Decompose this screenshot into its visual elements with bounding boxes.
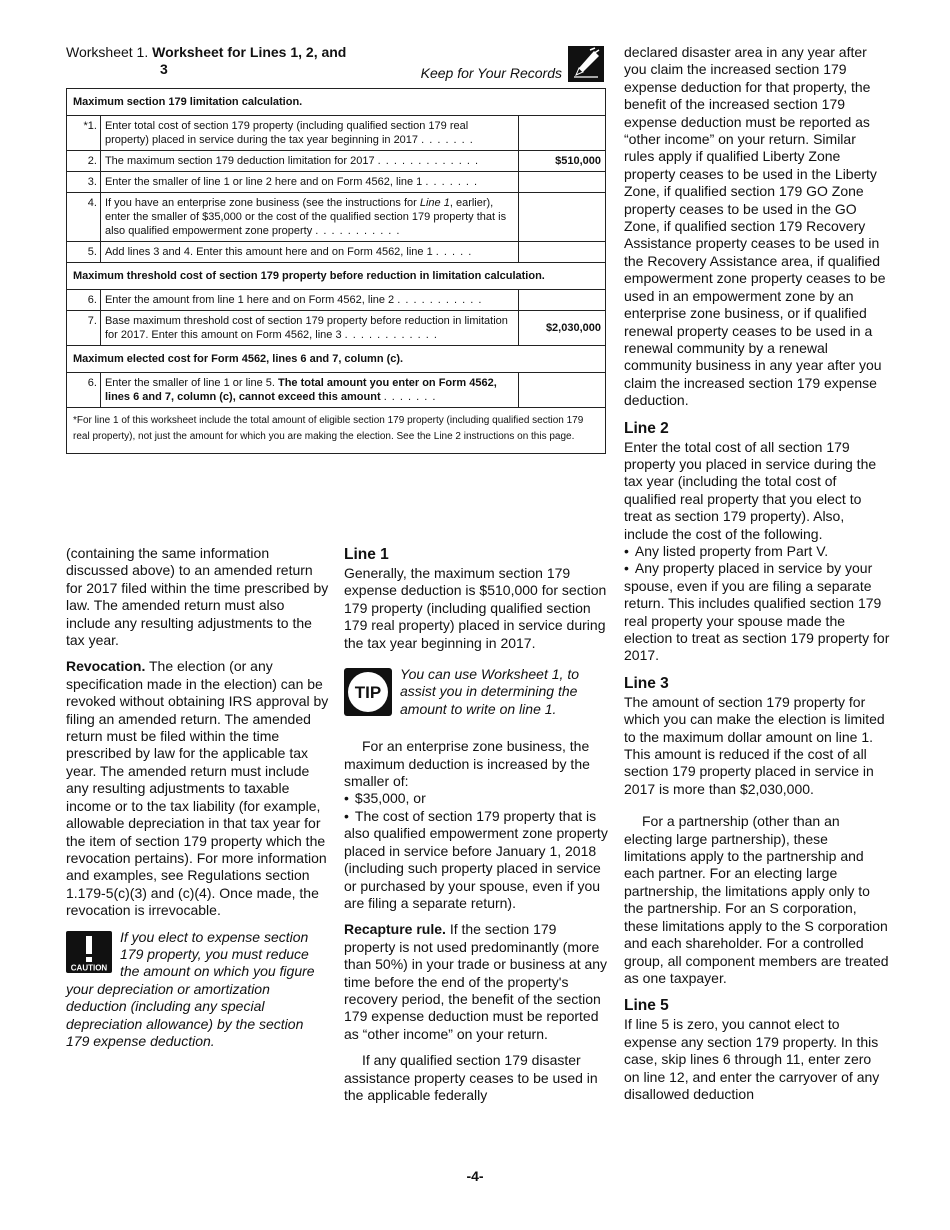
caution-icon xyxy=(66,931,112,973)
worksheet-row-8: 6. Enter the smaller of line 1 or line 5. The total amount you enter on Form 4562, lines 6 and 7, column (c), cannot exceed this amount . . . . . . . xyxy=(67,373,606,408)
heading-line-1: Line 1 xyxy=(344,546,389,563)
paragraph: The amount of section 179 property for which you can make the election is limited to the maximum dollar amount on line 1. This amount is reduced if the cost of all section 179 property placed in service in 2017 is more than $2,030,000. xyxy=(624,693,885,797)
amount-field xyxy=(519,116,606,151)
worksheet-row-1: *1. Enter total cost of section 179 property (including qualified section 179 real property) placed in service during the tax year beginning in 2017 . . . . . . . xyxy=(67,116,606,151)
paragraph: Revocation. The election (or any specification made in the election) can be revoked without obtaining IRS approval by filing an amended return. The amended return must be filed within the time prescribed by law for the applicable tax year. The amended return must include any resulting adjustments to taxable income or to the tax liability (for example, allowable depreciation in that tax year for the item of section 179 property which the revocation pertains). For more information and examples, see Regulations section 1.179-5(c)(3) and (c)(4). Once made, the revocation is irrevocable. xyxy=(66,658,329,919)
paragraph: Recapture rule. If the section 179 property is not used predominantly (more than 50%) in your trade or business at any time before the end of the property's recovery period, the benefit of the section 179 expense deduction must be reported as “other income” on your return. xyxy=(344,921,608,1042)
heading-line-5: Line 5 xyxy=(624,997,669,1015)
paragraph: Generally, the maximum section 179 expense deduction is $510,000 for section 179 property (including qualified section 179 real property) placed in service during the tax year beginning in 2017. xyxy=(344,565,607,651)
bullet-list xyxy=(624,543,890,665)
caution-text: If you elect to expense section 179 property, you must reduce the amount on which you figure your depreciation or amortization deduction (including any special depreciation allowance) by the section 179 expense deduction. xyxy=(66,928,315,1049)
column-left xyxy=(66,545,330,1050)
column-right xyxy=(624,44,890,1103)
amount-field xyxy=(519,172,606,193)
amount-field xyxy=(519,290,606,311)
pencil-icon xyxy=(568,46,604,82)
worksheet-row-7: 7. Base maximum threshold cost of section 179 property before reduction in limitation for 2017. Enter this amount on Form 4562, line 3 . . . . . . . . . . . . $2,030,000 xyxy=(67,311,606,346)
tip-label: TIP xyxy=(354,683,382,703)
amount-field: $2,030,000 xyxy=(519,311,606,346)
list-item: • Any listed property from Part V. xyxy=(624,543,890,560)
page-number: -4- xyxy=(466,1168,484,1184)
worksheet-row-3: 3. Enter the smaller of line 1 or line 2 here and on Form 4562, line 1 . . . . . . . xyxy=(67,172,606,193)
worksheet-section-header: Maximum elected cost for Form 4562, lines 6 and 7, column (c). xyxy=(67,346,606,373)
amount-field xyxy=(519,193,606,242)
worksheet-footnote: *For line 1 of this worksheet include the total amount of eligible section 179 property (including qualified section 179 real property), not just the amount for which you are making the election. See the Line 2 instructions on this page. xyxy=(67,408,606,454)
paragraph: For an enterprise zone business, the maximum deduction is increased by the smaller of: xyxy=(344,738,590,790)
worksheet-table xyxy=(66,88,606,454)
heading-line-3: Line 3 xyxy=(624,674,669,692)
amount-field xyxy=(519,373,606,408)
list-item: • Any property placed in service by your spouse, even if you are filing a separate return. This includes qualified section 179 real property your spouse made the election to treat as section 179 property for 2017. xyxy=(624,560,890,664)
paragraph: (containing the same information discussed above) to an amended return for 2017 filed within the time prescribed by law. The amended return must also include any resulting adjustments to the tax year. xyxy=(66,545,329,649)
keep-for-records: Keep for Your Records xyxy=(420,65,562,81)
list-item: • The cost of section 179 property that is also qualified empowerment zone property placed in service before January 1, 2018 (including such property placed in service or purchased by your spouse, even if you are filing a separate return). xyxy=(344,808,608,912)
worksheet-section-header: Maximum threshold cost of section 179 property before reduction in limitation calculation. xyxy=(67,263,606,290)
worksheet-row-4: 4. If you have an enterprise zone business (see the instructions for Line 1, earlier), enter the smaller of $35,000 or the cost of the qualified section 179 property that is also qualified empowerment zone property . . . . . . . . . . . xyxy=(67,193,606,242)
worksheet-row-6: 6. Enter the amount from line 1 here and on Form 4562, line 2 . . . . . . . . . . . xyxy=(67,290,606,311)
paragraph: If line 5 is zero, you cannot elect to expense any section 179 property. In this case, skip lines 6 through 11, enter zero on line 12, and enter the carryover of any disallowed deduction xyxy=(624,1016,880,1102)
worksheet-row-2: 2. The maximum section 179 deduction limitation for 2017 . . . . . . . . . . . . . $510,000 xyxy=(67,151,606,172)
worksheet-section-header: Maximum section 179 limitation calculation. xyxy=(67,89,606,116)
worksheet-title: Worksheet 1. Worksheet for Lines 1, 2, and 3 xyxy=(66,44,347,77)
caution-callout xyxy=(66,929,330,1051)
amount-field xyxy=(519,242,606,263)
paragraph: For a partnership (other than an electing large partnership), these limitations apply to the partnership and each partner. For an electing large partnership, the limitations apply only to the partnership. For an S corporation, these limitations apply to the S corporation and each shareholder. For a controlled group, all component members are treated as one taxpayer. xyxy=(624,813,889,986)
amount-field: $510,000 xyxy=(519,151,606,172)
paragraph: declared disaster area in any year after you claim the increased section 179 expense deduction for that property, the benefit of the increased section 179 expense deduction must be reported as “other income” on your return. Similar rules apply if qualified Liberty Zone property ceases to be used in the Liberty Zone, if qualified section 179 GO Zone property ceases to be used in the GO Zone, if qualified section 179 Recovery Assistance property ceases to be used in the Recovery Assistance area, if qualified empowerment zone property ceases to be used in an empowerment zone by an enterprise zone business, or if qualified renewal property ceases to be used in a renewal community by a renewal community business in any year after you claim the increased section 179 expense deduction. xyxy=(624,44,886,409)
column-middle xyxy=(344,545,608,1104)
worksheet-row-5: 5. Add lines 3 and 4. Enter this amount here and on Form 4562, line 1 . . . . . xyxy=(67,242,606,263)
tip-callout xyxy=(344,666,608,718)
heading-line-2: Line 2 xyxy=(624,419,669,437)
worksheet-heading xyxy=(66,44,606,88)
list-item: • $35,000, or xyxy=(344,790,608,807)
caution-label: CAUTION xyxy=(70,963,108,973)
paragraph: Enter the total cost of all section 179 property you placed in service during the tax year (including the total cost of qualified real property that you elect to treat as section 179 property). Also, include the cost of the following. xyxy=(624,438,877,542)
tip-text: You can use Worksheet 1, to assist you in determining the amount to write on line 1. xyxy=(400,666,579,717)
tip-icon xyxy=(344,668,392,716)
bullet-list xyxy=(344,790,608,912)
paragraph: If any qualified section 179 disaster assistance property ceases to be used in the applicable federally xyxy=(344,1052,598,1103)
